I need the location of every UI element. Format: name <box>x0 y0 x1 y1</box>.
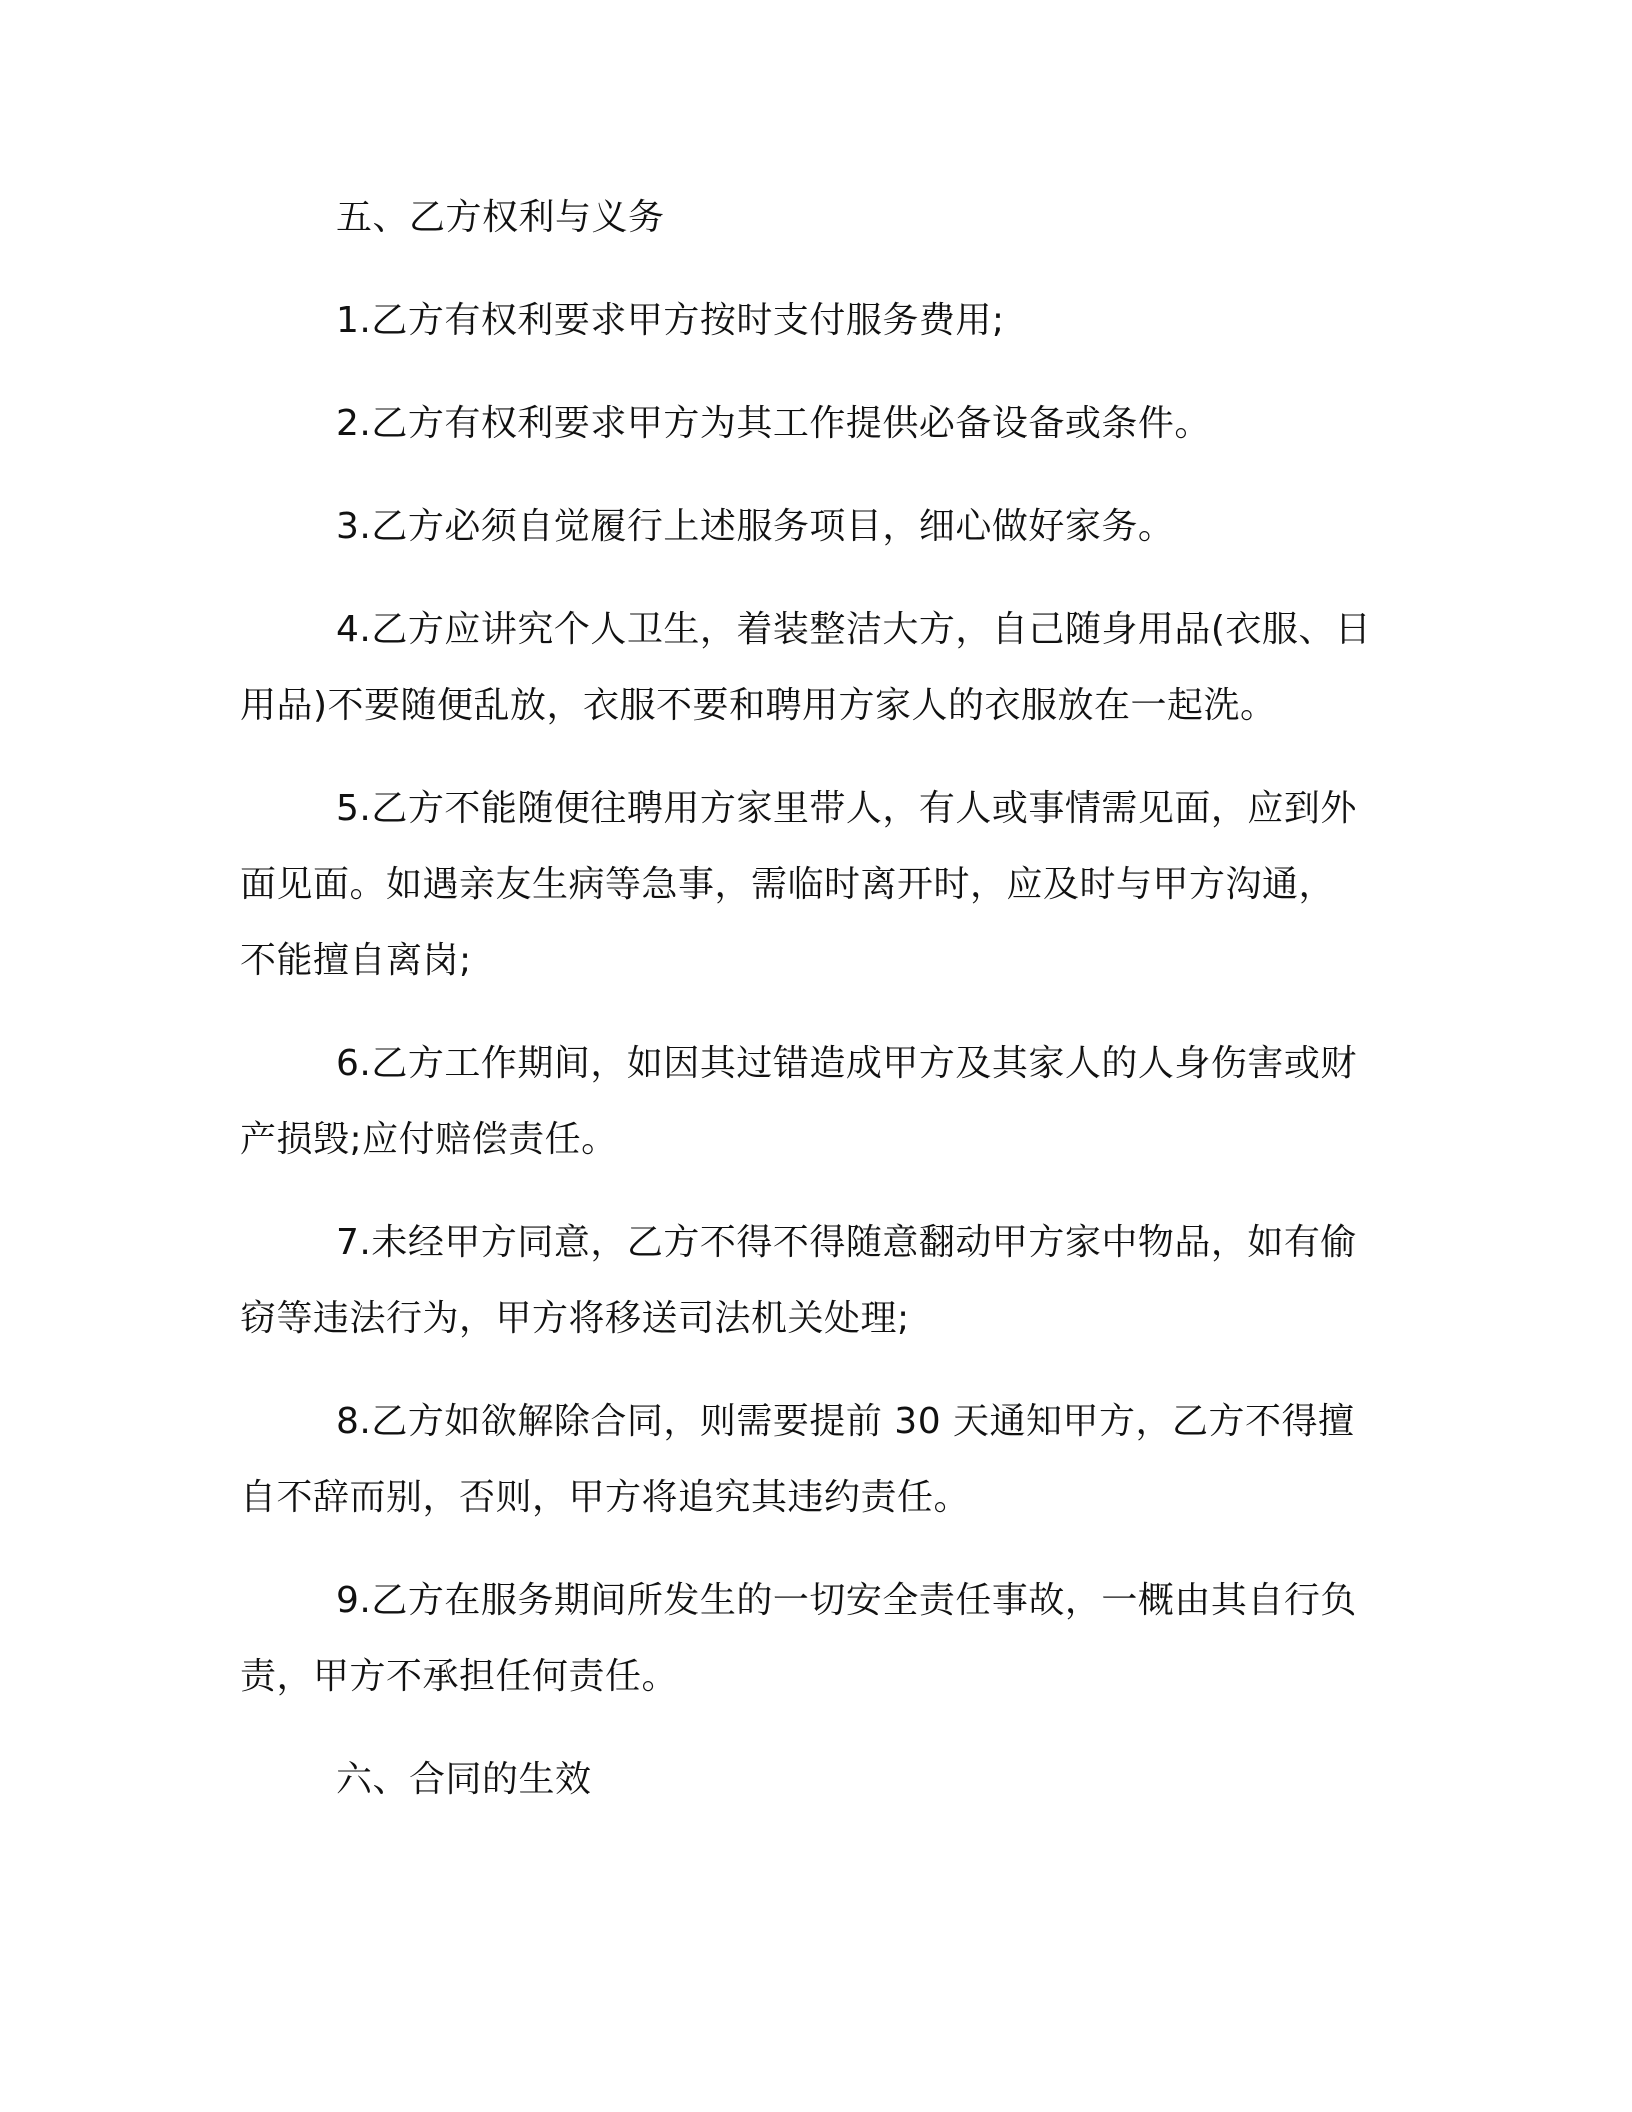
clause-8 <box>240 1384 1388 1536</box>
clause-6 <box>240 1026 1388 1178</box>
clause-line: 7.未经甲方同意，乙方不得不得随意翻动甲方家中物品，如有偷 <box>336 1222 1357 1263</box>
heading-text: 五、乙方权利与义务 <box>336 197 665 238</box>
clause-line: 用品)不要随便乱放，衣服不要和聘用方家人的衣服放在一起洗。 <box>240 685 1277 726</box>
clause-line: 2.乙方有权利要求甲方为其工作提供必备设备或条件。 <box>336 403 1211 444</box>
clause-9 <box>240 1563 1388 1715</box>
clause-line: 产损毁;应付赔偿责任。 <box>240 1119 618 1160</box>
clause-4 <box>240 592 1388 744</box>
clause-line: 4.乙方应讲究个人卫生，着装整洁大方，自己随身用品(衣服、日 <box>336 609 1372 650</box>
clause-5 <box>240 771 1388 999</box>
clause-2 <box>240 386 1388 462</box>
clause-line: 不能擅自离岗; <box>240 940 472 981</box>
clause-line: 责，甲方不承担任何责任。 <box>240 1656 679 1697</box>
clause-line: 5.乙方不能随便往聘用方家里带人，有人或事情需见面，应到外 <box>336 788 1357 829</box>
clause-line: 自不辞而别，否则，甲方将追究其违约责任。 <box>240 1477 971 1518</box>
heading-text: 六、合同的生效 <box>336 1759 592 1800</box>
clause-line: 3.乙方必须自觉履行上述服务项目，细心做好家务。 <box>336 506 1175 547</box>
clause-line: 9.乙方在服务期间所发生的一切安全责任事故，一概由其自行负 <box>336 1580 1357 1621</box>
clause-1 <box>240 283 1388 359</box>
clause-7 <box>240 1205 1388 1357</box>
clause-line: 面见面。如遇亲友生病等急事，需临时离开时，应及时与甲方沟通， <box>240 864 1336 905</box>
clause-line: 6.乙方工作期间，如因其过错造成甲方及其家人的人身伤害或财 <box>336 1043 1357 1084</box>
clause-3 <box>240 489 1388 565</box>
clause-line: 窃等违法行为，甲方将移送司法机关处理; <box>240 1298 910 1339</box>
clause-line: 1.乙方有权利要求甲方按时支付服务费用; <box>336 300 1005 341</box>
section-heading-five <box>240 180 1388 256</box>
document-body <box>240 180 1388 1845</box>
clause-line: 8.乙方如欲解除合同，则需要提前 30 天通知甲方，乙方不得擅 <box>336 1401 1355 1442</box>
section-heading-six <box>240 1742 1388 1818</box>
